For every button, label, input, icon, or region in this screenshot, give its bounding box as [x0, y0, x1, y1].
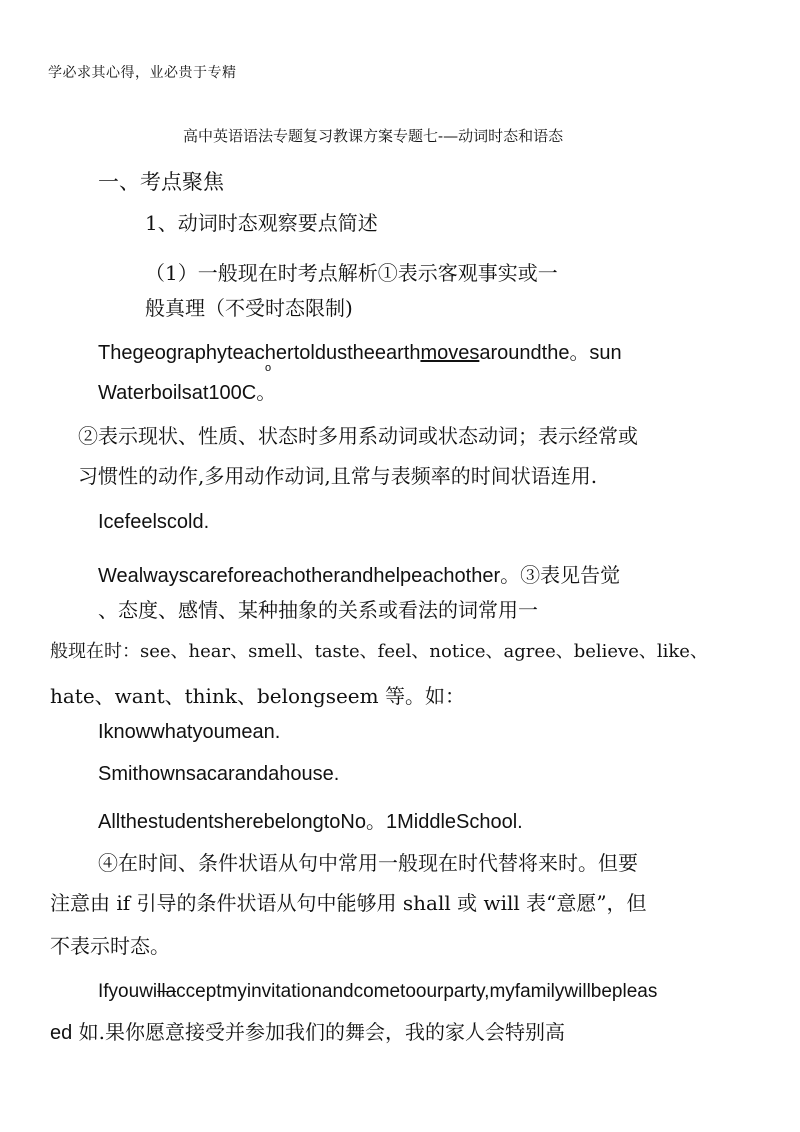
example-sentence: [98, 559, 620, 588]
example-text: aroundthe。sun: [479, 342, 622, 364]
example-text: ed: [50, 1022, 73, 1044]
subsection-heading: 1、动词时态观察要点简述: [145, 211, 378, 235]
paragraph-line: （1）一般现在时考点解析①表示客观事实或一: [145, 261, 558, 285]
paragraph-line: ②表示现状、性质、状态时多用系动词或状态动词；表示经常或: [78, 424, 638, 448]
paragraph-line: 般真理（不受时态限制): [145, 296, 353, 320]
paragraph-line: 般现在时：see、hear、smell、taste、feel、notice、agree、believe、like、: [50, 641, 708, 662]
example-sentence: AllthestudentsherebelongtoNo。1MiddleSchool.: [98, 811, 523, 833]
struck-text: lla: [157, 981, 177, 1002]
paragraph-line: ④在时间、条件状语从句中常用一般现在时代替将来时。但要: [98, 851, 638, 875]
paragraph-line: 不表示时态。: [50, 934, 170, 958]
example-sentence: [98, 336, 622, 365]
example-sentence: Waterboilsat100C。: [98, 382, 277, 404]
example-sentence: [50, 1016, 565, 1045]
example-sentence: Iknowwhatyoumean.: [98, 721, 281, 743]
example-sentence: [98, 981, 657, 1003]
example-text: s: [647, 981, 658, 1002]
paragraph-line: 习惯性的动作,多用动作动词,且常与表频率的时间状语连用.: [78, 464, 598, 488]
document-title: 高中英语语法专题复习教课方案专题七-—动词时态和语态: [183, 127, 564, 145]
example-sentence: Icefeelscold.: [98, 511, 210, 533]
example-sentence: Smithownsacarandahouse.: [98, 763, 340, 785]
example-text: cceptmyinvitationandcometoourparty,myfamilywillbeplea: [176, 981, 648, 1002]
header-motto: 学必求其心得，业必贵于专精: [48, 65, 237, 81]
paragraph-line: 注意由 if 引导的条件状语从句中能够用 shall 或 will 表“意愿”，但: [50, 891, 647, 915]
example-text: Wealwayscareforeachotherandhelpeachother: [98, 565, 501, 587]
degree-mark: o: [265, 362, 272, 374]
paragraph-line: 、态度、感情、某种抽象的关系或看法的词常用一: [98, 598, 538, 622]
paragraph-text: 如.果你愿意接受并参加我们的舞会，我的家人会特别高: [72, 1020, 565, 1044]
underlined-verb: moves: [420, 342, 480, 364]
example-text: Thegeographyteachertoldustheearth: [98, 342, 421, 364]
paragraph-line: hate、want、think、belongseem 等。如：: [50, 684, 465, 708]
example-text: Ifyouwi: [98, 981, 158, 1002]
section-heading: 一、考点聚焦: [98, 170, 224, 194]
paragraph-text: 。③表见告觉: [500, 563, 621, 587]
